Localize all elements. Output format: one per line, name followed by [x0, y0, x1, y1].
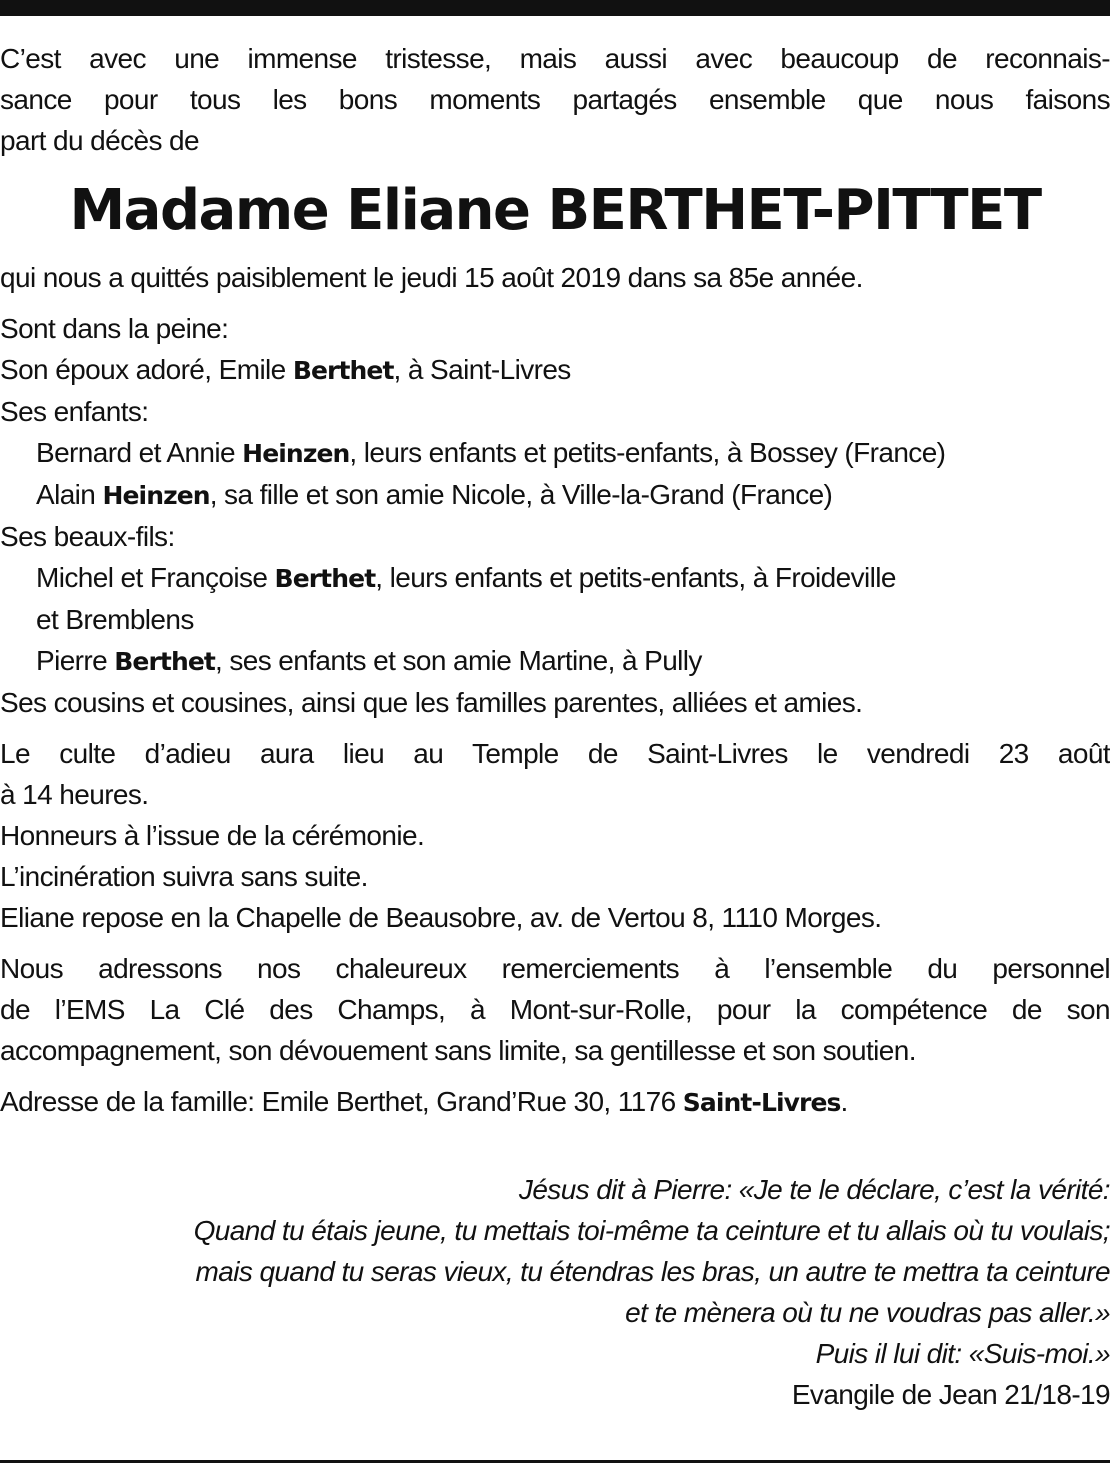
thanks-paragraph: [0, 948, 1110, 1071]
top-rule: [0, 0, 1110, 16]
spouse-surname: Berthet: [292, 356, 394, 385]
inlaw-pre: Pierre: [36, 645, 115, 676]
inlaw-line: [0, 557, 1110, 599]
child-pre: Alain: [36, 479, 103, 510]
family-address: [0, 1081, 1110, 1123]
inlaw-surname: Berthet: [274, 564, 376, 593]
child-line: [0, 474, 1110, 516]
quote-line: Puis il lui dit: «Suis-moi.»: [815, 1338, 1110, 1369]
bottom-rule: [0, 1460, 1110, 1463]
child-surname: Heinzen: [242, 439, 350, 468]
address-town: Saint-Livres: [682, 1088, 841, 1117]
address-pre: Adresse de la famille: Emile Berthet, Grand’Rue 30, 1176: [0, 1086, 683, 1117]
intro-paragraph: [0, 38, 1110, 161]
intro-line: C’est avec une immense tristesse, mais aussi avec beaucoup de reconnais-: [0, 43, 1110, 74]
inlaw-line-continued: et Bremblens: [36, 604, 194, 635]
intro-line: part du décès de: [0, 125, 199, 156]
inlaw-post: , ses enfants et son amie Martine, à Pully: [214, 645, 702, 676]
family-heading: Sont dans la peine:: [0, 313, 229, 344]
service-line: [0, 733, 1110, 815]
child-post: , sa fille et son amie Nicole, à Ville-la-Grand (France): [209, 479, 833, 510]
thanks-line: de l’EMS La Clé des Champs, à Mont-sur-Rolle, pour la compétence de son: [0, 994, 1110, 1025]
inlaw-pre: Michel et Françoise: [36, 562, 275, 593]
service-section: [0, 733, 1110, 938]
passing-statement: qui nous a quittés paisiblement le jeudi 15 août 2019 dans sa 85e année.: [0, 262, 863, 293]
spouse-post: , à Saint-Livres: [393, 354, 571, 385]
inlaw-surname: Berthet: [114, 647, 215, 676]
child-surname: Heinzen: [102, 481, 210, 510]
rest-location-line: Eliane repose en la Chapelle de Beausobre, av. de Vertou 8, 1110 Morges.: [0, 902, 882, 933]
child-post: , leurs enfants et petits-enfants, à Bossey (France): [349, 437, 946, 468]
intro-line: sance pour tous les bons moments partagés ensemble que nous faisons: [0, 84, 1110, 115]
spouse-line: [0, 349, 1110, 391]
cousins-line: Ses cousins et cousines, ainsi que les familles parentes, alliées et amies.: [0, 687, 863, 718]
quote-reference: Evangile de Jean 21/18-19: [791, 1379, 1110, 1410]
deceased-name: Madame Eliane BERTHET-PITTET: [69, 178, 1041, 243]
address-post: .: [840, 1086, 848, 1117]
quote-line: et te mènera où tu ne voudras pas aller.»: [625, 1297, 1110, 1328]
thanks-line: Nous adressons nos chaleureux remerciements à l’ensemble du personnel: [0, 953, 1110, 984]
child-line: [0, 432, 1110, 474]
inlaws-heading: Ses beaux-fils:: [0, 521, 175, 552]
honors-line: Honneurs à l’issue de la cérémonie.: [0, 820, 425, 851]
quote-line: Quand tu étais jeune, tu mettais toi-même ta ceinture et tu allais où tu voulais;: [193, 1215, 1110, 1246]
child-pre: Bernard et Annie: [36, 437, 243, 468]
spouse-pre: Son époux adoré, Emile: [0, 354, 293, 385]
thanks-line: accompagnement, son dévouement sans limite, sa gentillesse et son soutien.: [0, 1035, 916, 1066]
family-section: [0, 308, 1110, 723]
inlaw-line: [0, 640, 1110, 682]
quote-line: Jésus dit à Pierre: «Je te le déclare, c’est la vérité:: [518, 1174, 1110, 1205]
quote-line: mais quand tu seras vieux, tu étendras les bras, un autre te mettra ta ceinture: [195, 1256, 1110, 1287]
inlaw-post: , leurs enfants et petits-enfants, à Froideville: [375, 562, 896, 593]
cremation-line: L’incinération suivra sans suite.: [0, 861, 368, 892]
service-line-1: Le culte d’adieu aura lieu au Temple de Saint-Livres le vendredi 23 août: [0, 738, 1110, 769]
bible-quote: [0, 1169, 1110, 1415]
children-heading: Ses enfants:: [0, 396, 149, 427]
service-line-2: à 14 heures.: [0, 779, 149, 810]
